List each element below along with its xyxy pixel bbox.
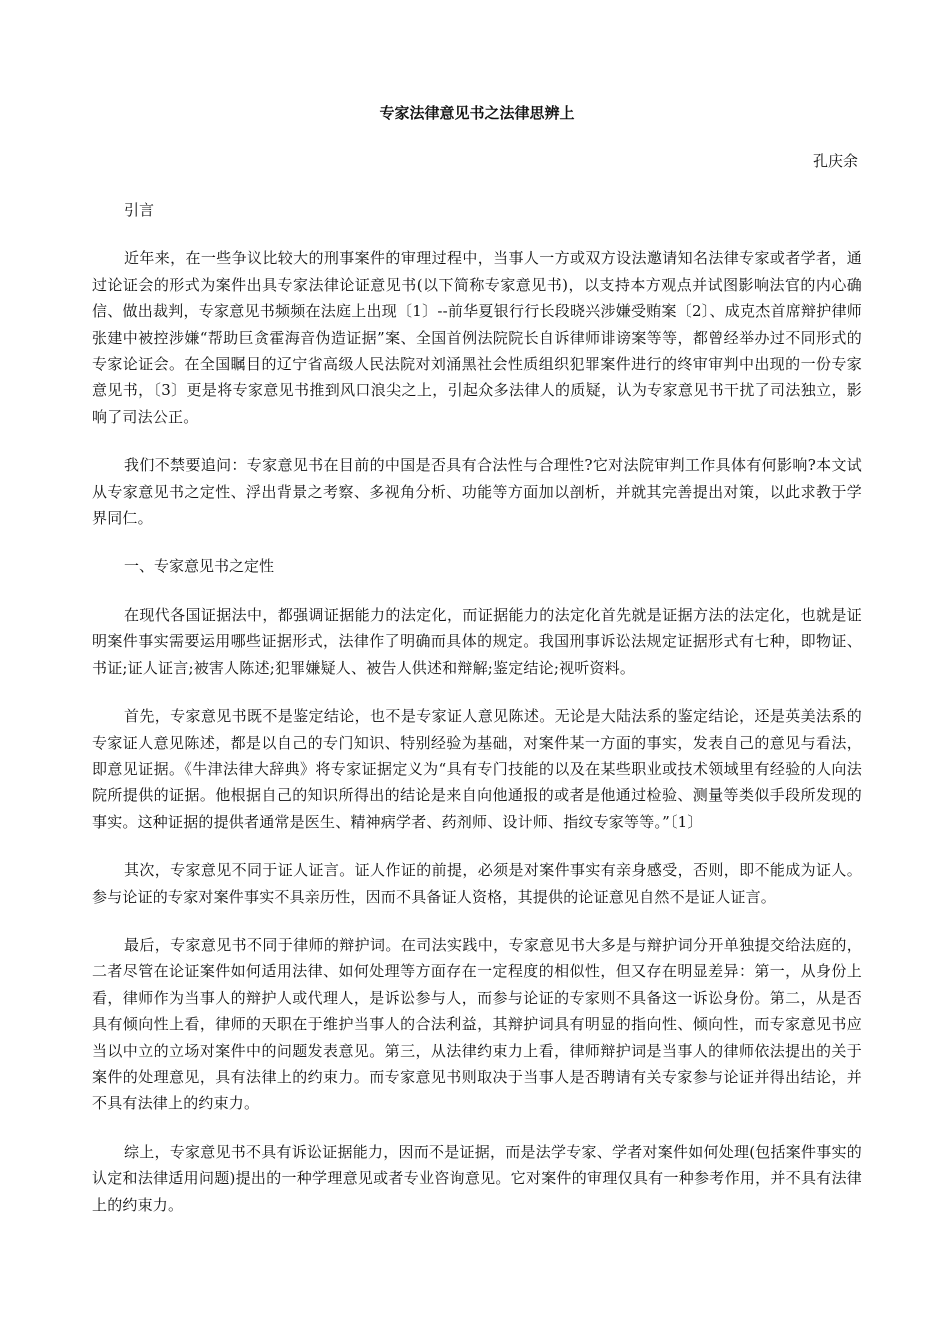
paragraph-4: 首先，专家意见书既不是鉴定结论，也不是专家证人意见陈述。无论是大陆法系的鉴定结论，还是英美法系的专家证人意见陈述，都是以自己的专门知识、特别经验为基础，对案件某一方面的事实，发表自己的意见与看法，即意见证据。《牛津法律大辞典》将专家证据定义为“具有专门技能的以及在某些职业或技术领域里有经验的人向法院所提供的证据。他根据自己的知识所得出的结论是来自向他通报的或者是他通过检验、测量等类似手段所发现的事实。这种证据的提供者通常是医生、精神病学者、药剂师、设计师、指纹专家等等。”〔1〕 — [92, 707, 862, 831]
document-author: 孔庆余 — [812, 152, 858, 170]
paragraph-5: 其次，专家意见不同于证人证言。证人作证的前提，必须是对案件事实有亲身感受，否则，即不能成为证人。参与论证的专家对案件事实不具亲历性，因而不具备证人资格，其提供的论证意见自然不是证人证言。 — [92, 861, 862, 906]
paragraph-7: 综上，专家意见书不具有诉讼证据能力，因而不是证据，而是法学专家、学者对案件如何处理(包括案件事实的认定和法律适用问题)提出的一种学理意见或者专业咨询意见。它对案件的审理仅具有一种参考作用，并不具有法律上的约束力。 — [92, 1142, 862, 1214]
paragraph-1: 近年来，在一些争议比较大的刑事案件的审理过程中，当事人一方或双方设法邀请知名法律专家或者学者，通过论证会的形式为案件出具专家法律论证意见书(以下简称专家意见书)，以支持本方观点并试图影响法官的内心确信、做出裁判，专家意见书频频在法庭上出现〔1〕--前华夏银行行长段晓兴涉嫌受贿案〔2〕、成克杰首席辩护律师张建中被控涉嫌“帮助巨贪霍海音伪造证据”案、全国首例法院院长自诉律师诽谤案等等，都曾经举办过不同形式的专家论证会。在全国瞩目的辽宁省高级人民法院对刘涌黑社会性质组织犯罪案件进行的终审审判中出现的一份专家意见书，〔3〕更是将专家意见书推到风口浪尖之上，引起众多法律人的质疑，认为专家意见书干扰了司法独立，影响了司法公正。 — [92, 249, 862, 426]
document-page — [92, 0, 862, 1344]
paragraph-2: 我们不禁要追问：专家意见书在目前的中国是否具有合法性与合理性?它对法院审判工作具体有何影响?本文试从专家意见书之定性、浮出背景之考察、多视角分析、功能等方面加以剖析，并就其完善提出对策，以此求教于学界同仁。 — [92, 456, 862, 528]
paragraph-3: 在现代各国证据法中，都强调证据能力的法定化，而证据能力的法定化首先就是证据方法的法定化，也就是证明案件事实需要运用哪些证据形式，法律作了明确而具体的规定。我国刑事诉讼法规定证据形式有七种，即物证、书证;证人证言;被害人陈述;犯罪嫌疑人、被告人供述和辩解;鉴定结论;视听资料。 — [92, 605, 862, 677]
section-heading-introduction: 引言 — [124, 201, 155, 219]
document-title: 专家法律意见书之法律思辨上 — [379, 104, 575, 122]
section-heading-1: 一、专家意见书之定性 — [124, 557, 275, 576]
paragraph-6: 最后，专家意见书不同于律师的辩护词。在司法实践中，专家意见书大多是与辩护词分开单独提交给法庭的，二者尽管在论证案件如何适用法律、如何处理等方面存在一定程度的相似性，但又存在明显差异：第一，从身份上看，律师作为当事人的辩护人或代理人，是诉讼参与人，而参与论证的专家则不具备这一诉讼身份。第二，从是否具有倾向性上看，律师的天职在于维护当事人的合法利益，其辩护词具有明显的指向性、倾向性，而专家意见书应当以中立的立场对案件中的问题发表意见。第三，从法律约束力上看，律师辩护词是当事人的律师依法提出的关于案件的处理意见，具有法律上的约束力。而专家意见书则取决于当事人是否聘请有关专家参与论证并得出结论，并不具有法律上的约束力。 — [92, 935, 862, 1113]
document-body — [92, 197, 862, 1240]
